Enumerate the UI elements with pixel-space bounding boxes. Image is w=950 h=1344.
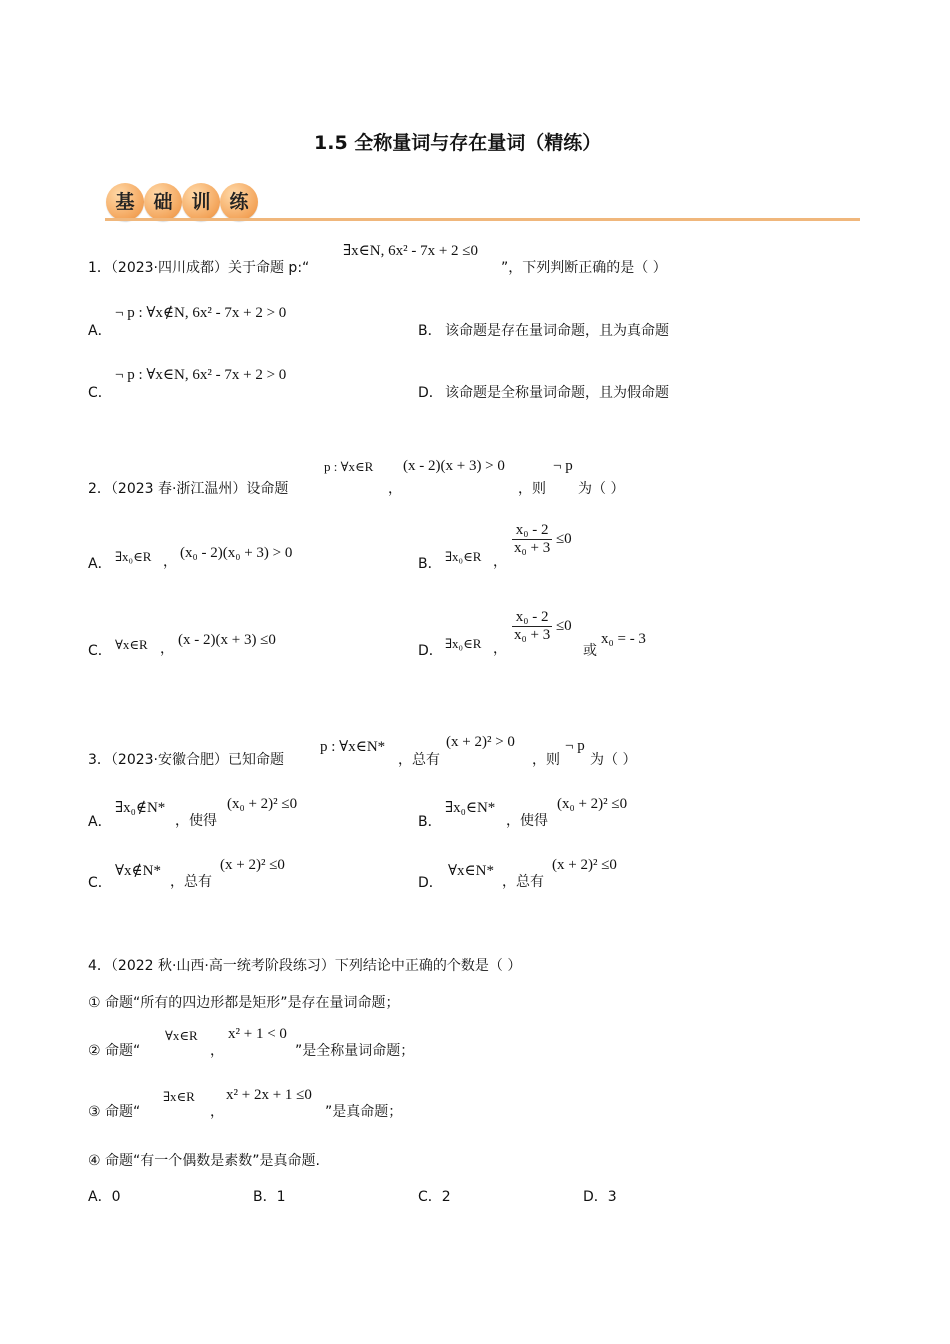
q2-option-c-sep: ， — [160, 641, 174, 657]
q2-stem: 2．（2023 春·浙江温州）设命题 — [88, 481, 289, 497]
q1-option-c-label: C． — [88, 385, 112, 401]
q1-tail: ”，下列判断正确的是（ ） — [501, 260, 667, 276]
q2-option-b-rel: ≤0 — [555, 530, 572, 547]
q1-option-b-text: 该命题是存在量词命题，且为真命题 — [445, 323, 669, 339]
q3-math-1: p : ∀x∈N* — [320, 739, 386, 755]
q2-option-b-den: x₀ + 3 — [514, 540, 551, 556]
q2-option-d-frac — [512, 609, 552, 644]
q4-option-c: C．2 — [418, 1189, 451, 1205]
q4-statement-4: ④ 命题“有一个偶数是素数”是真命题. — [88, 1153, 320, 1169]
q1-option-a-label: A． — [88, 323, 112, 339]
q3-option-b-mid: ，使得 — [506, 813, 548, 829]
q2-option-b-sep: ， — [493, 554, 507, 570]
section-badge-1 — [106, 183, 144, 221]
q3-option-a-label: A． — [88, 814, 112, 830]
q1-option-c-math: ¬ p : ∀x∈N, 6x² - 7x + 2 > 0 — [115, 367, 287, 383]
q2-tail: 为（ ） — [578, 481, 625, 497]
q4-statement-2-m1: ∀x∈R — [165, 1028, 198, 1043]
q4-statement-3-post: ”是真命题； — [325, 1104, 403, 1120]
q2-option-b-label: B． — [418, 556, 442, 572]
q4-statement-2-post: ”是全称量词命题； — [295, 1043, 415, 1059]
q2-option-c-m1: ∀x∈R — [115, 637, 148, 652]
q3-option-d-mid: ，总有 — [502, 874, 544, 890]
q3-option-b-m1: ∃x₀∈N* — [445, 800, 496, 816]
q2-option-c-label: C． — [88, 643, 112, 659]
q2-option-d-rel: ≤0 — [555, 617, 572, 634]
page-title: 1.5 全称量词与存在量词（精练） — [314, 132, 602, 154]
q4-statement-3-sep: ， — [210, 1104, 224, 1120]
section-badge-2 — [144, 183, 182, 221]
q2-option-b-fraction — [512, 522, 572, 557]
q4-statement-2-pre: ② 命题“ — [88, 1043, 141, 1059]
q2-option-b-m1: ∃x₀∈R — [445, 549, 482, 564]
section-divider — [105, 218, 860, 221]
q2-option-d-den: x₀ + 3 — [514, 627, 551, 643]
section-badge-4 — [220, 183, 258, 221]
q3-mid: ，总有 — [398, 752, 440, 768]
q1-option-a-math: ¬ p : ∀x∉N, 6x² - 7x + 2 > 0 — [115, 305, 287, 321]
q3-math-2: (x + 2)² > 0 — [446, 734, 515, 750]
q4-statement-2-m2: x² + 1 < 0 — [228, 1026, 287, 1042]
section-char-2: 础 — [153, 191, 173, 213]
q3-option-b-m2: (x₀ + 2)² ≤0 — [557, 796, 628, 812]
section-char-1: 基 — [115, 191, 135, 213]
q3-option-a-mid: ，使得 — [175, 813, 217, 829]
q4-statement-1: ① 命题“所有的四边形都是矩形”是存在量词命题； — [88, 995, 400, 1011]
q2-option-d-or: 或 — [583, 643, 597, 659]
q1-option-b-label: B． — [418, 323, 442, 339]
q3-option-c-m2: (x + 2)² ≤0 — [220, 857, 285, 873]
q4-statement-2-sep: ， — [210, 1043, 224, 1059]
q3-stem: 3．（2023·安徽合肥）已知命题 — [88, 752, 284, 768]
q2-option-d-fraction — [512, 609, 572, 644]
q3-option-d-label: D． — [418, 875, 443, 891]
q3-option-d-m1: ∀x∈N* — [448, 863, 494, 879]
q3-math-3: ¬ p — [565, 738, 585, 754]
q3-option-c-label: C． — [88, 875, 112, 891]
q1-option-d-text: 该命题是全称量词命题，且为假命题 — [445, 385, 669, 401]
q2-then: ，则 — [518, 481, 546, 497]
q2-math-2: (x - 2)(x + 3) > 0 — [403, 458, 505, 474]
q4-stem: 4．（2022 秋·山西·高一统考阶段练习）下列结论中正确的个数是（ ） — [88, 958, 522, 974]
q4-option-a: A．0 — [88, 1189, 121, 1205]
q3-option-b-label: B． — [418, 814, 442, 830]
q2-comma: ， — [388, 481, 402, 497]
q3-option-a-m1: ∃x₀∉N* — [115, 800, 166, 816]
q3-option-a-m2: (x₀ + 2)² ≤0 — [227, 796, 298, 812]
section-char-4: 练 — [229, 191, 249, 213]
section-char-3: 训 — [191, 191, 211, 213]
q2-option-a-sep: ， — [163, 554, 177, 570]
q2-option-a-m1: ∃x₀∈R — [115, 549, 152, 564]
q2-option-a-label: A． — [88, 556, 112, 572]
q4-statement-3-m1: ∃x∈R — [163, 1089, 195, 1104]
q2-option-d-m3: x₀ = - 3 — [601, 631, 646, 647]
q3-option-d-m2: (x + 2)² ≤0 — [552, 857, 617, 873]
section-badge-3 — [182, 183, 220, 221]
q2-option-b-frac — [512, 522, 552, 557]
q3-option-c-m1: ∀x∉N* — [115, 863, 161, 879]
q2-option-d-m1: ∃x₀∈R — [445, 636, 482, 651]
q2-option-d-sep: ， — [493, 641, 507, 657]
q1-option-d-label: D． — [418, 385, 443, 401]
q2-math-1: p : ∀x∈R — [324, 459, 374, 474]
q3-tail: 为（ ） — [590, 752, 637, 768]
q3-option-c-mid: ，总有 — [170, 874, 212, 890]
q4-option-d: D．3 — [583, 1189, 617, 1205]
q2-option-d-label: D． — [418, 643, 443, 659]
q4-statement-3-pre: ③ 命题“ — [88, 1104, 141, 1120]
q2-option-b-num: x₀ - 2 — [512, 522, 552, 540]
q2-math-3: ¬ p — [553, 458, 573, 474]
q4-option-b: B．1 — [253, 1189, 286, 1205]
q2-option-a-m2: (x₀ - 2)(x₀ + 3) > 0 — [180, 545, 293, 561]
q3-then: ，则 — [532, 752, 560, 768]
q2-option-d-num: x₀ - 2 — [512, 609, 552, 627]
q1-math: ∃x∈N, 6x² - 7x + 2 ≤0 — [343, 243, 479, 259]
q4-statement-3-m2: x² + 2x + 1 ≤0 — [226, 1087, 312, 1103]
q2-option-c-m2: (x - 2)(x + 3) ≤0 — [178, 632, 276, 648]
q1-stem: 1．（2023·四川成都）关于命题 p:“ — [88, 260, 310, 276]
